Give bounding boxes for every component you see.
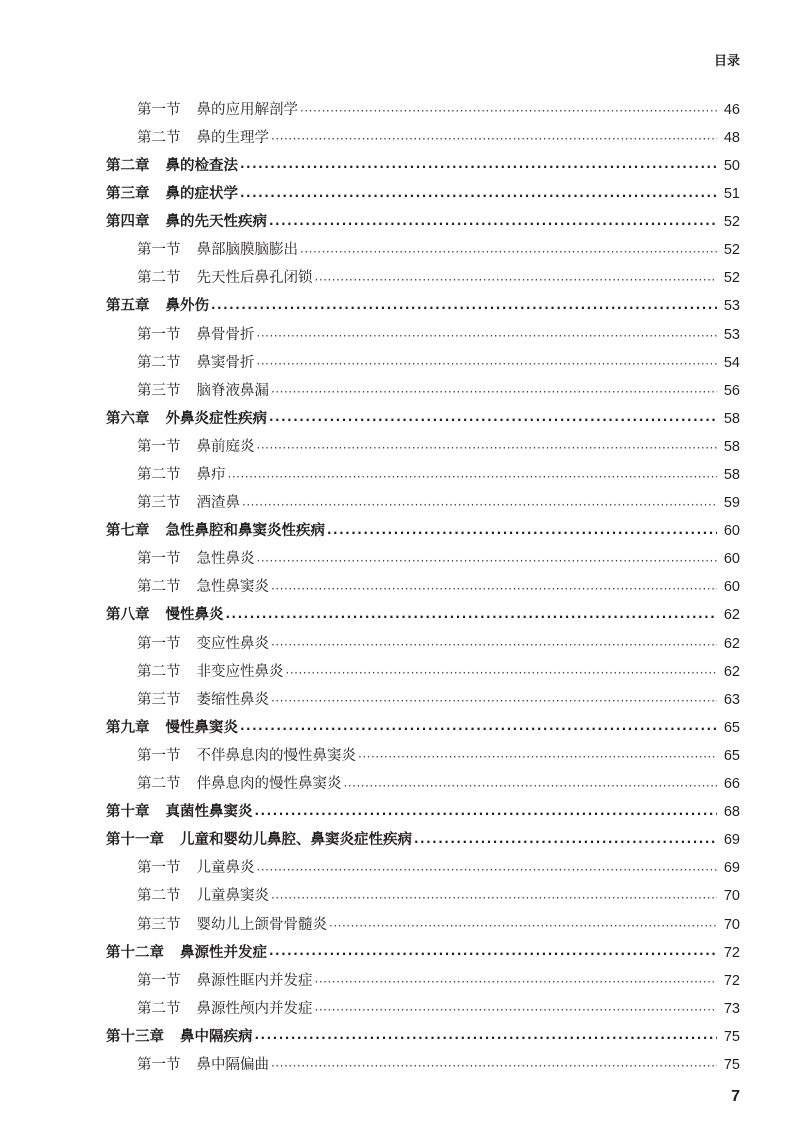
dot-leader (257, 440, 718, 455)
section-number: 第三节 (137, 691, 181, 708)
dot-leader (228, 468, 718, 483)
page-reference: 70 (723, 888, 740, 905)
section-title: 婴幼儿上颌骨骨髓炎 (196, 916, 327, 933)
chapter-number: 第三章 (106, 186, 150, 203)
dot-leader (271, 889, 717, 904)
chapter-number: 第七章 (106, 523, 150, 540)
chapter-number: 第四章 (106, 214, 150, 231)
toc-section-entry[interactable] (0, 742, 800, 770)
chapter-title: 慢性鼻窦炎 (165, 719, 238, 736)
page-reference: 60 (723, 551, 740, 568)
toc-section-entry[interactable] (0, 1051, 800, 1079)
section-title: 不伴鼻息肉的慢性鼻窦炎 (196, 747, 356, 764)
section-title: 急性鼻炎 (196, 551, 255, 568)
section-number: 第一节 (137, 1056, 181, 1073)
dot-leader (240, 721, 717, 736)
chapter-number: 第六章 (106, 410, 150, 427)
chapter-number: 第十三章 (106, 1028, 164, 1045)
toc-section-entry[interactable] (0, 546, 800, 574)
section-number: 第一节 (137, 101, 181, 118)
dot-leader (271, 384, 717, 399)
dot-leader (315, 974, 718, 989)
section-title: 儿童鼻炎 (196, 860, 255, 877)
section-title: 鼻部脑膜脑膨出 (196, 242, 298, 259)
dot-leader (269, 215, 717, 230)
dot-leader (257, 861, 718, 876)
dot-leader (211, 299, 717, 314)
section-title: 伴鼻息肉的慢性鼻窦炎 (196, 776, 342, 793)
page-reference: 70 (723, 916, 740, 933)
chapter-title: 慢性鼻炎 (165, 607, 224, 624)
chapter-number: 第十章 (106, 804, 150, 821)
section-title: 变应性鼻炎 (196, 635, 269, 652)
toc-chapter-entry[interactable] (0, 293, 800, 321)
dot-leader (300, 103, 717, 118)
section-number: 第一节 (137, 438, 181, 455)
section-title: 鼻中隔偏曲 (196, 1056, 269, 1073)
dot-leader (240, 159, 717, 174)
section-number: 第二节 (137, 888, 181, 905)
page-reference: 62 (723, 635, 740, 652)
dot-leader (344, 777, 718, 792)
toc-chapter-entry[interactable] (0, 405, 800, 433)
toc-chapter-entry[interactable] (0, 208, 800, 236)
page-reference: 50 (723, 157, 740, 174)
dot-leader (271, 637, 717, 652)
toc-section-entry[interactable] (0, 686, 800, 714)
section-number: 第一节 (137, 551, 181, 568)
chapter-title: 鼻的检查法 (165, 157, 238, 174)
toc-chapter-entry[interactable] (0, 180, 800, 208)
page-reference: 52 (723, 214, 740, 231)
toc-section-entry[interactable] (0, 995, 800, 1023)
running-head: 目录 (713, 54, 740, 69)
section-number: 第二节 (137, 354, 181, 371)
toc-section-entry[interactable] (0, 236, 800, 264)
page-number: 7 (731, 1088, 740, 1105)
page-reference: 53 (723, 326, 740, 343)
page-reference: 65 (723, 747, 740, 764)
chapter-title: 外鼻炎症性疾病 (165, 410, 267, 427)
chapter-title: 急性鼻腔和鼻窦炎性疾病 (165, 523, 325, 540)
section-number: 第二节 (137, 270, 181, 287)
dot-leader (269, 412, 717, 427)
dot-leader (257, 328, 718, 343)
toc-chapter-entry[interactable] (0, 152, 800, 180)
section-number: 第三节 (137, 916, 181, 933)
page-reference: 53 (723, 298, 740, 315)
section-title: 非变应性鼻炎 (196, 663, 284, 680)
toc-chapter-entry[interactable] (0, 602, 800, 630)
chapter-number: 第九章 (106, 719, 150, 736)
section-number: 第二节 (137, 467, 181, 484)
dot-leader (315, 1002, 718, 1017)
toc-section-entry[interactable] (0, 461, 800, 489)
section-number: 第一节 (137, 860, 181, 877)
dot-leader (226, 608, 718, 623)
chapter-title: 儿童和婴幼儿鼻腔、鼻窦炎症性疾病 (180, 832, 412, 849)
toc-chapter-entry[interactable] (0, 714, 800, 742)
page-reference: 52 (723, 270, 740, 287)
page-reference: 58 (723, 438, 740, 455)
chapter-number: 第八章 (106, 607, 150, 624)
dot-leader (358, 749, 717, 764)
section-title: 先天性后鼻孔闭锁 (196, 270, 313, 287)
page-reference: 65 (723, 719, 740, 736)
section-title: 鼻疖 (196, 467, 226, 484)
toc-chapter-entry[interactable] (0, 939, 800, 967)
chapter-title: 鼻源性并发症 (180, 944, 267, 961)
page-reference: 56 (723, 382, 740, 399)
toc-chapter-entry[interactable] (0, 1023, 800, 1051)
chapter-title: 真菌性鼻窦炎 (165, 804, 253, 821)
section-number: 第一节 (137, 242, 181, 259)
dot-leader (242, 496, 717, 511)
dot-leader (257, 356, 718, 371)
toc-chapter-entry[interactable] (0, 517, 800, 545)
toc-section-entry[interactable] (0, 349, 800, 377)
toc-section-entry[interactable] (0, 489, 800, 517)
dot-leader (286, 665, 718, 680)
dot-leader (271, 693, 717, 708)
section-title: 急性鼻窦炎 (196, 579, 269, 596)
toc-section-entry[interactable] (0, 377, 800, 405)
page-reference: 60 (723, 523, 740, 540)
toc-section-entry[interactable] (0, 967, 800, 995)
page-reference: 66 (723, 776, 740, 793)
section-number: 第一节 (137, 747, 181, 764)
page-reference: 72 (723, 944, 740, 961)
section-number: 第一节 (137, 635, 181, 652)
dot-leader (414, 833, 717, 848)
page-reference: 46 (723, 101, 740, 118)
section-number: 第二节 (137, 129, 181, 146)
dot-leader (255, 1030, 718, 1045)
dot-leader (271, 580, 717, 595)
page-reference: 58 (723, 467, 740, 484)
dot-leader (255, 805, 718, 820)
chapter-number: 第五章 (106, 298, 150, 315)
dot-leader (329, 918, 717, 933)
page-reference: 52 (723, 242, 740, 259)
page-reference: 54 (723, 354, 740, 371)
section-title: 鼻的应用解剖学 (196, 101, 298, 118)
page-reference: 73 (723, 1000, 740, 1017)
dot-leader (271, 1058, 717, 1073)
chapter-number: 第十二章 (106, 944, 164, 961)
section-number: 第二节 (137, 579, 181, 596)
toc-chapter-entry[interactable] (0, 826, 800, 854)
toc-section-entry[interactable] (0, 265, 800, 293)
section-title: 鼻骨骨折 (196, 326, 255, 343)
dot-leader (315, 271, 718, 286)
toc-section-entry[interactable] (0, 321, 800, 349)
page-reference: 60 (723, 579, 740, 596)
dot-leader (300, 243, 717, 258)
section-title: 儿童鼻窦炎 (196, 888, 269, 905)
section-number: 第三节 (137, 495, 181, 512)
chapter-title: 鼻外伤 (165, 298, 209, 315)
chapter-number: 第二章 (106, 157, 150, 174)
page-reference: 58 (723, 410, 740, 427)
section-title: 脑脊液鼻漏 (196, 382, 269, 399)
section-title: 鼻窦骨折 (196, 354, 255, 371)
section-title: 鼻源性颅内并发症 (196, 1000, 313, 1017)
page-reference: 68 (723, 804, 740, 821)
chapter-title: 鼻中隔疾病 (180, 1028, 253, 1045)
section-number: 第二节 (137, 1000, 181, 1017)
section-title: 鼻的生理学 (196, 129, 269, 146)
page-reference: 62 (723, 607, 740, 624)
page-reference: 72 (723, 972, 740, 989)
section-title: 鼻前庭炎 (196, 438, 255, 455)
section-number: 第一节 (137, 972, 181, 989)
toc-chapter-entry[interactable] (0, 798, 800, 826)
toc-section-entry[interactable] (0, 574, 800, 602)
page-reference: 63 (723, 691, 740, 708)
page-reference: 59 (723, 495, 740, 512)
page-reference: 69 (723, 860, 740, 877)
page-reference: 48 (723, 129, 740, 146)
page-reference: 75 (723, 1056, 740, 1073)
section-number: 第三节 (137, 382, 181, 399)
chapter-number: 第十一章 (106, 832, 164, 849)
chapter-title: 鼻的症状学 (165, 186, 238, 203)
dot-leader (269, 946, 717, 961)
dot-leader (240, 187, 717, 202)
chapter-title: 鼻的先天性疾病 (165, 214, 267, 231)
toc-section-entry[interactable] (0, 855, 800, 883)
toc-section-entry[interactable] (0, 433, 800, 461)
page-reference: 62 (723, 663, 740, 680)
dot-leader (271, 131, 717, 146)
section-title: 萎缩性鼻炎 (196, 691, 269, 708)
page-reference: 51 (723, 186, 740, 203)
toc-section-entry[interactable] (0, 770, 800, 798)
dot-leader (257, 552, 718, 567)
page-reference: 69 (723, 832, 740, 849)
toc-section-entry[interactable] (0, 124, 800, 152)
page-reference: 75 (723, 1028, 740, 1045)
dot-leader (327, 524, 717, 539)
toc-section-entry[interactable] (0, 630, 800, 658)
section-number: 第一节 (137, 326, 181, 343)
table-of-contents (0, 96, 800, 1079)
toc-section-entry[interactable] (0, 911, 800, 939)
section-number: 第二节 (137, 663, 181, 680)
section-title: 鼻源性眶内并发症 (196, 972, 313, 989)
toc-section-entry[interactable] (0, 96, 800, 124)
toc-section-entry[interactable] (0, 658, 800, 686)
section-title: 酒渣鼻 (196, 495, 240, 512)
toc-section-entry[interactable] (0, 883, 800, 911)
section-number: 第二节 (137, 776, 181, 793)
